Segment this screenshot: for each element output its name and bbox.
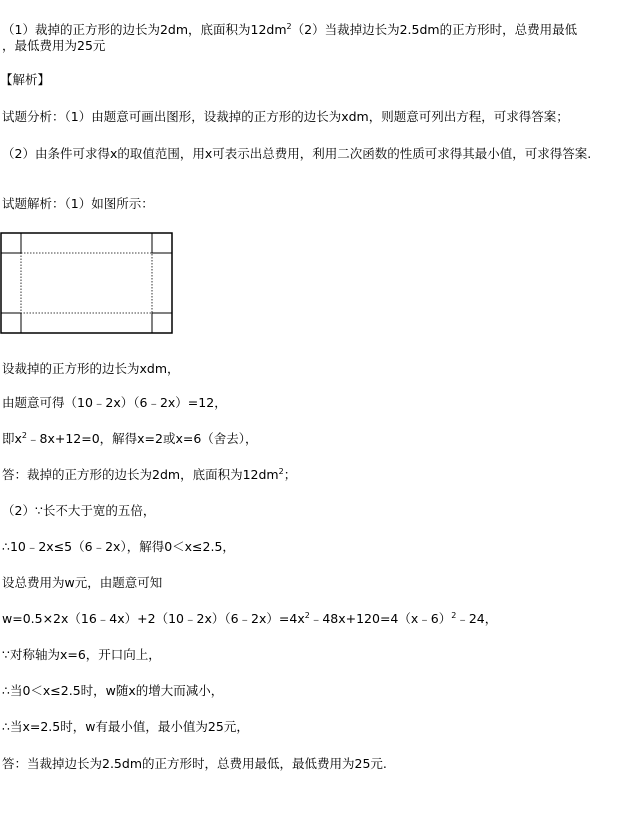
step-8-part-2: ﹣48x+120=4（x﹣6） xyxy=(309,611,452,626)
answer-superscript: 2 xyxy=(286,22,292,31)
fold-lines xyxy=(21,253,152,313)
step-8-superscript-1: 2 xyxy=(304,611,310,620)
analysis-heading: 【解析】 xyxy=(0,72,51,87)
box-net-figure xyxy=(0,231,176,335)
step-8 xyxy=(2,611,497,627)
analysis-paragraph-2: （2）由条件可求得x的取值范围，用x可表示出总费用，利用二次函数的性质可求得其最小值，可求得答案. xyxy=(2,146,592,161)
step-4-part-2: ； xyxy=(283,467,297,482)
answer-part-1: （1）裁掉的正方形的边长为2dm，底面积为12dm xyxy=(2,22,287,37)
answer-part-2: （2）当裁掉边长为2.5dm的正方形时，总费用最低 xyxy=(291,22,578,37)
step-2: 由题意可得（10﹣2x）（6﹣2x）=12， xyxy=(2,395,227,410)
step-4-part-1: 答：裁掉的正方形的边长为2dm，底面积为12dm xyxy=(2,467,279,482)
corner-square-bottom-right xyxy=(152,313,172,333)
step-1: 设裁掉的正方形的边长为xdm， xyxy=(2,361,180,376)
step-8-superscript-2: 2 xyxy=(451,611,457,620)
answer-line-1 xyxy=(2,22,577,38)
step-12: 答：当裁掉边长为2.5dm的正方形时，总费用最低，最低费用为25元. xyxy=(2,756,387,771)
step-3-part-1: 即x xyxy=(2,431,22,446)
analysis-paragraph-1: 试题分析：（1）由题意可画出图形，设裁掉的正方形的边长为xdm，则题意可列出方程，可求得答案； xyxy=(2,109,569,124)
step-3-superscript: 2 xyxy=(21,431,27,440)
corner-square-top-right xyxy=(152,233,172,253)
outer-rectangle xyxy=(1,233,172,333)
solution-intro: 试题解析：（1）如图所示： xyxy=(2,196,154,211)
step-5: （2）∵长不大于宽的五倍， xyxy=(2,503,156,518)
corner-square-bottom-left xyxy=(1,313,21,333)
corner-square-top-left xyxy=(1,233,21,253)
answer-line-2: ，最低费用为25元 xyxy=(2,38,106,53)
step-4-superscript: 2 xyxy=(278,467,284,476)
step-7: 设总费用为w元，由题意可知 xyxy=(2,575,163,590)
step-10: ∴当0＜x≤2.5时，w随x的增大而减小， xyxy=(2,683,224,698)
step-8-part-3: ﹣24， xyxy=(456,611,498,626)
step-4 xyxy=(2,467,296,483)
step-3-part-2: ﹣8x+12=0，解得x=2或x=6（舍去）， xyxy=(27,431,258,446)
step-3 xyxy=(2,431,258,447)
step-8-part-1: w=0.5×2x（16﹣4x）+2（10﹣2x）（6﹣2x）=4x xyxy=(2,611,305,626)
step-11: ∴当x=2.5时，w有最小值，最小值为25元， xyxy=(2,719,249,734)
step-9: ∵对称轴为x=6，开口向上， xyxy=(2,647,161,662)
step-6: ∴10﹣2x≤5（6﹣2x），解得0＜x≤2.5， xyxy=(2,539,235,554)
